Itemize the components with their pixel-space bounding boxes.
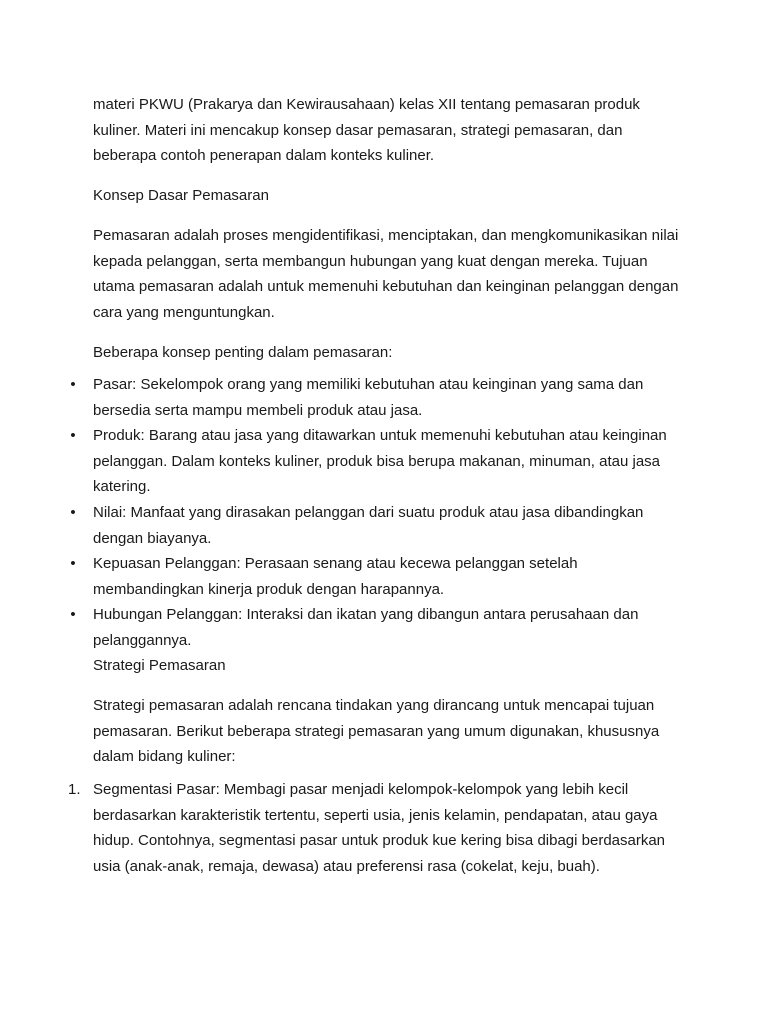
list-item-text: Segmentasi Pasar: Membagi pasar menjadi kelompok-kelompok yang lebih kecil berdasarkan karakteristik tertentu, seperti usia, jenis kelamin, pendapatan, atau gaya hidup. Contohnya, segmentasi pasar untuk produk kue kering bisa dibagi berdasarkan usia (anak-anak, remaja, dewasa) atau preferensi rasa (cokelat, keju, buah). [93, 781, 666, 875]
list-item-text: Kepuasan Pelanggan: Perasaan senang atau kecewa pelanggan setelah membandingkan kinerja produk dengan harapannya. [93, 555, 578, 598]
concepts-bullet-list [0, 372, 768, 654]
pemasaran-definition-paragraph: Pemasaran adalah proses mengidentifikasi, menciptakan, dan mengkomunikasikan nilai kepada pelanggan, serta membangun hubungan yang kuat dengan mereka. Tujuan utama pemasaran adalah untuk memenuhi kebutuhan dan keinginan pelanggan dengan cara yang menguntungkan. [93, 227, 679, 321]
bullet-marker: • [70, 555, 76, 573]
list-item-number: 1. [68, 781, 81, 798]
list-item-text: Pasar: Sekelompok orang yang memiliki kebutuhan atau keinginan yang sama dan bersedia serta mampu membeli produk atau jasa. [93, 376, 644, 419]
list-item [0, 372, 683, 423]
list-item-text: Nilai: Manfaat yang dirasakan pelanggan dari suatu produk atau jasa dibandingkan dengan biayanya. [93, 503, 644, 547]
section-heading-strategi: Strategi Pemasaran [93, 657, 226, 674]
concepts-list-intro: Beberapa konsep penting dalam pemasaran: [93, 344, 393, 361]
strategi-definition-paragraph: Strategi pemasaran adalah rencana tindakan yang dirancang untuk mencapai tujuan pemasaran. Berikut beberapa strategi pemasaran yang umum digunakan, khususnya dalam bidang kuliner: [93, 697, 660, 766]
list-item [0, 423, 683, 500]
list-item [0, 500, 683, 551]
strategies-numbered-list [0, 777, 768, 879]
bullet-marker: • [70, 606, 76, 624]
bullet-marker: • [70, 376, 76, 393]
list-item [0, 602, 683, 653]
bullet-marker: • [70, 503, 76, 521]
list-item-text: Produk: Barang atau jasa yang ditawarkan untuk memenuhi kebutuhan atau keinginan pelanggan. Dalam konteks kuliner, produk bisa berupa makanan, minuman, atau jasa katering. [93, 427, 667, 496]
list-item [0, 551, 683, 602]
bullet-marker: • [70, 427, 76, 445]
list-item-text: Hubungan Pelanggan: Interaksi dan ikatan yang dibangun antara perusahaan dan pelanggannya. [93, 606, 639, 649]
list-item [0, 777, 683, 879]
intro-paragraph: materi PKWU (Prakarya dan Kewirausahaan) kelas XII tentang pemasaran produk kuliner. Materi ini mencakup konsep dasar pemasaran, strategi pemasaran, dan beberapa contoh penerapan dalam konteks kuliner. [93, 96, 640, 165]
section-heading-konsep: Konsep Dasar Pemasaran [93, 187, 269, 204]
